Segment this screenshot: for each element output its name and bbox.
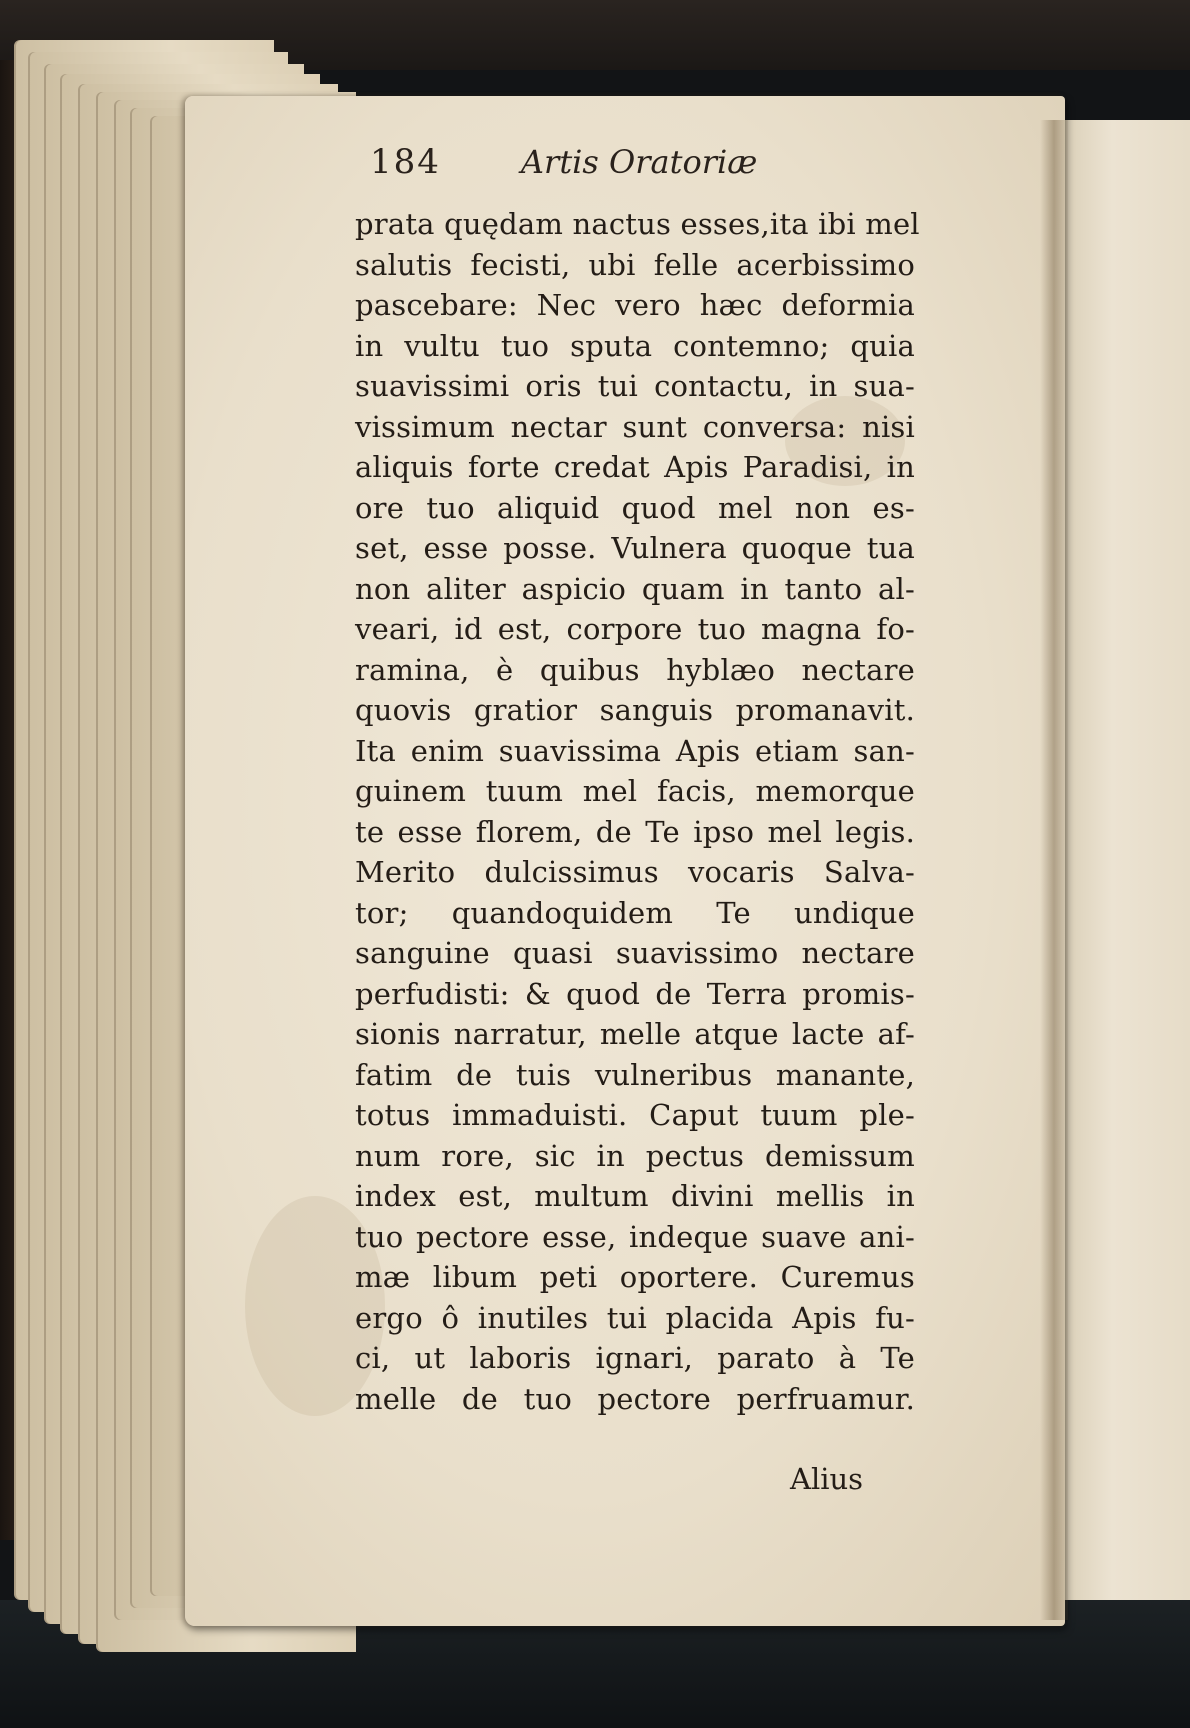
text-line: mæ libum peti oportere. Curemus: [355, 1260, 915, 1294]
text-line: totus immaduisti. Caput tuum ple-: [355, 1098, 915, 1132]
text-line: te esse florem, de Te ipso mel legis.: [355, 814, 915, 849]
text-line: guinem tuum mel facis, memorque: [355, 774, 915, 808]
text-line: salutis fecisti, ubi felle acerbissimo: [355, 247, 915, 282]
text-line: ore tuo aliquid quod mel non es-: [355, 490, 915, 525]
text-line: index est, multum divini mellis in: [355, 1179, 915, 1213]
text-line: tor; quandoquidem Te undique: [355, 895, 915, 930]
text-line: perfudisti: & quod de Terra promis-: [355, 976, 915, 1011]
text-line: prata quędam nactus esses,ita ibi mel: [355, 207, 920, 241]
body-text: [355, 204, 920, 1419]
text-line: set, esse posse. Vulnera quoque tua: [355, 531, 915, 565]
facing-page: [1060, 120, 1190, 1600]
text-line: Merito dulcissimus vocaris Salva-: [355, 855, 915, 889]
text-line: veari, id est, corpore tuo magna fo-: [355, 612, 915, 646]
text-line: ramina, è quibus hyblæo nectare: [355, 652, 915, 687]
text-line: Ita enim suavissima Apis etiam san-: [355, 733, 915, 768]
text-line: pascebare: Nec vero hæc deformia: [355, 288, 915, 322]
text-line: tuo pectore esse, indeque suave ani-: [355, 1219, 915, 1254]
text-line: suavissimi oris tui contactu, in sua-: [355, 369, 915, 403]
page-number: 184: [370, 142, 441, 182]
text-line: fatim de tuis vulneribus manante,: [355, 1057, 915, 1092]
running-title: Artis Oratoriæ: [520, 143, 758, 181]
text-line: melle de tuo pectore perfruamur.: [355, 1381, 915, 1416]
page-header: [370, 142, 890, 190]
text-line: sionis narratur, melle atque lacte af-: [355, 1017, 915, 1051]
text-line: num rore, sic in pectus demissum: [355, 1138, 915, 1173]
text-line: quovis gratior sanguis promanavit.: [355, 693, 915, 727]
text-line: ci, ut laboris ignari, parato à Te: [355, 1341, 915, 1375]
catchword: Alius: [790, 1462, 864, 1496]
text-line: in vultu tuo sputa contemno; quia: [355, 328, 915, 363]
text-line: ergo ô inutiles tui placida Apis fu-: [355, 1300, 915, 1335]
book-gutter: [1040, 120, 1068, 1620]
text-line: sanguine quasi suavissimo nectare: [355, 936, 915, 970]
text-line: aliquis forte credat Apis Paradisi, in: [355, 450, 915, 484]
text-line: vissimum nectar sunt conversa: nisi: [355, 409, 915, 444]
text-line: non aliter aspicio quam in tanto al-: [355, 571, 915, 606]
